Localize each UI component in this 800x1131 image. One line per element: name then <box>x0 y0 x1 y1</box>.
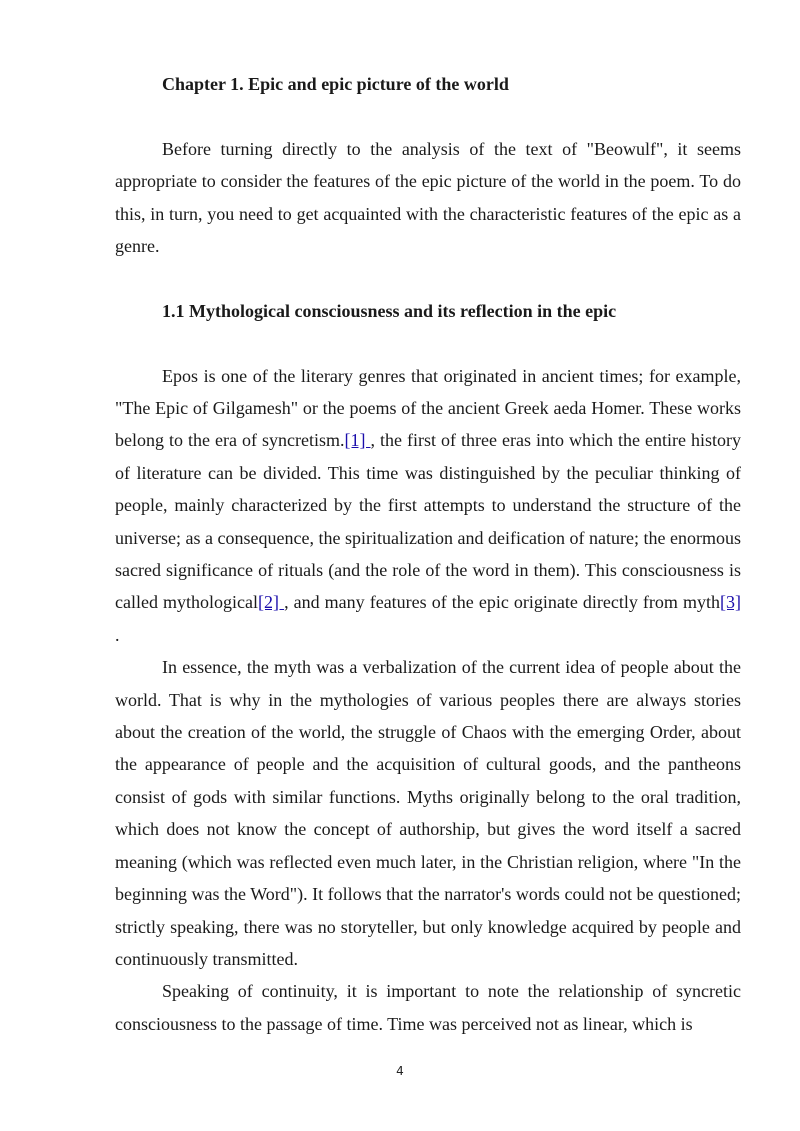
epos-paragraph <box>115 360 741 652</box>
footnote-link-2[interactable]: [2] <box>258 592 285 613</box>
epos-text-part2: , the first of three eras into which the entire history of literature can be divided. This time was distinguished by the peculiar thinking of people, mainly characterized by the first attempts to understand the structure of the universe; as a consequence, the spiritualization and deification of nature; the enormous sacred significance of rituals (and the role of the word in them). This consciousness is called mythological <box>115 430 741 613</box>
continuity-paragraph: Speaking of continuity, it is important to note the relationship of syncretic consciousness to the passage of time. Time was perceived not as linear, which is <box>115 981 741 1034</box>
myth-paragraph: In essence, the myth was a verbalization of the current idea of people about the world. That is why in the mythologies of various peoples there are always stories about the creation of the world, the struggle of Chaos with the emerging Order, about the appearance of people and the acquisition of cultural goods, and the pantheons consist of gods with similar functions. Myths originally belong to the oral tradition, which does not know the concept of authorship, but gives the word itself a sacred meaning (which was reflected even much later, in the Christian religion, where "In the beginning was the Word"). It follows that the narrator's words could not be questioned; strictly speaking, there was no storyteller, but only knowledge acquired by people and continuously transmitted. <box>115 657 741 969</box>
footnote-link-1[interactable]: [1] <box>344 430 371 451</box>
section-title: 1.1 Mythological consciousness and its reflection in the epic <box>162 300 617 321</box>
epos-text-part1: Epos is one of the literary genres that originated in ancient times; for example, "The Epic of Gilgamesh" or the poems of the ancient Greek aeda Homer. These works belong to the era of syncretism. <box>115 365 741 451</box>
chapter-title: Chapter 1. Epic and epic picture of the world <box>162 74 509 94</box>
epos-text-part3: , and many features of the epic originate directly from myth <box>284 592 720 613</box>
page-content <box>115 68 741 1040</box>
spacer <box>115 327 741 359</box>
epos-text-part4: . <box>115 624 120 645</box>
page-number: 4 <box>396 1064 404 1078</box>
intro-paragraph: Before turning directly to the analysis of the text of "Beowulf", it seems appropriate to consider the features of the epic picture of the world in the poem. To do this, in turn, you need to get acquainted with the characteristic features of the epic as a genre. <box>115 138 741 257</box>
spacer <box>115 100 741 132</box>
spacer <box>115 262 741 294</box>
footnote-link-3[interactable]: [3] <box>719 592 741 613</box>
